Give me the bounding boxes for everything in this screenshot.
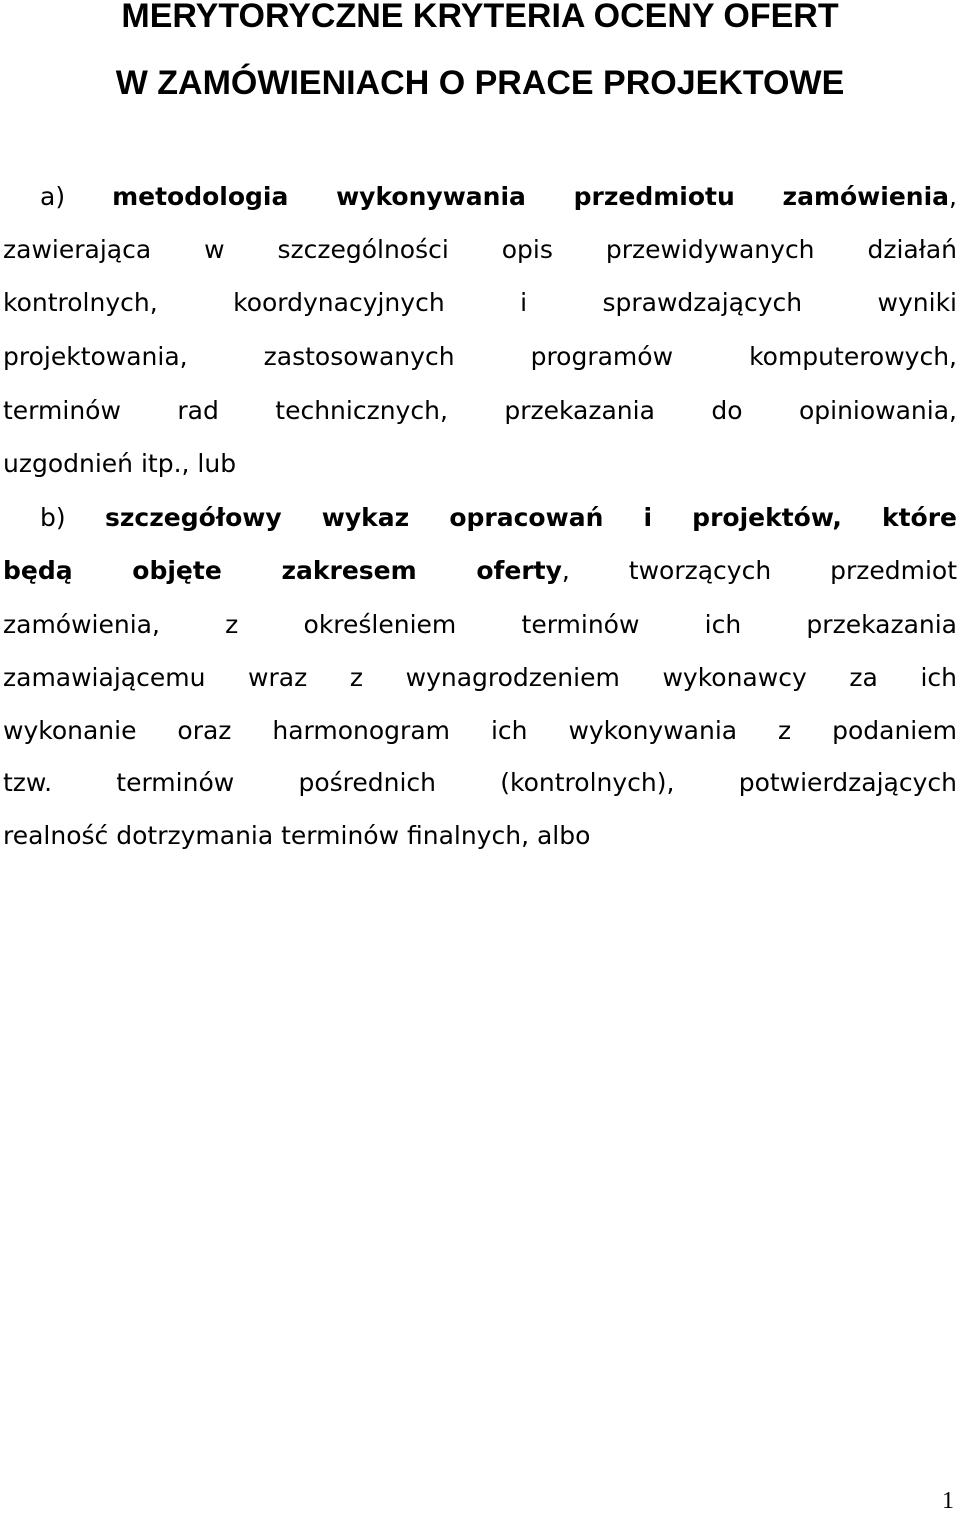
document-title-line-2: W ZAMÓWIENIACH O PRACE PROJEKTOWE bbox=[115, 64, 845, 102]
criterion-a-marker: a) bbox=[40, 182, 66, 211]
criterion-a-line-4: projektowania, zastosowanych programów komputerowych, bbox=[3, 342, 957, 371]
document-title-line-1: MERYTORYCZNE KRYTERIA OCENY OFERT bbox=[121, 0, 839, 35]
criterion-a-heading: metodologia wykonywania przedmiotu zamówienia bbox=[112, 182, 950, 211]
criterion-a-line-1: a) metodologia wykonywania przedmiotu zamówienia, bbox=[40, 182, 957, 211]
criterion-a-line-6: uzgodnień itp., lub bbox=[3, 449, 237, 478]
criterion-b-heading-cont: będą objęte zakresem oferty bbox=[3, 556, 562, 585]
criterion-b-line-1 bbox=[3, 502, 957, 534]
criterion-a-line-3: kontrolnych, koordynacyjnych i sprawdzających wyniki bbox=[3, 288, 957, 317]
criterion-b-marker: b) bbox=[40, 503, 66, 532]
criterion-b-line-4: zamawiającemu wraz z wynagrodzeniem wykonawcy za ich bbox=[3, 663, 957, 692]
page-number: 1 bbox=[942, 1488, 954, 1514]
criterion-a-line-2: zawierająca w szczególności opis przewidywanych działań bbox=[3, 235, 957, 264]
criterion-b-heading: szczegółowy wykaz opracowań i projektów, które bbox=[105, 503, 958, 532]
criterion-b-line-5: wykonanie oraz harmonogram ich wykonywania z podaniem bbox=[3, 716, 957, 745]
criterion-a-line-5: terminów rad technicznych, przekazania do opiniowania, bbox=[3, 396, 957, 425]
criterion-b-line-3: zamówienia, z określeniem terminów ich przekazania bbox=[3, 610, 957, 639]
criterion-b-line-6: tzw. terminów pośrednich (kontrolnych), potwierdzających bbox=[3, 768, 957, 797]
criterion-b-line-2: będą objęte zakresem oferty, tworzących przedmiot bbox=[3, 556, 957, 585]
criterion-b-line-7: realność dotrzymania terminów finalnych, albo bbox=[3, 821, 591, 850]
